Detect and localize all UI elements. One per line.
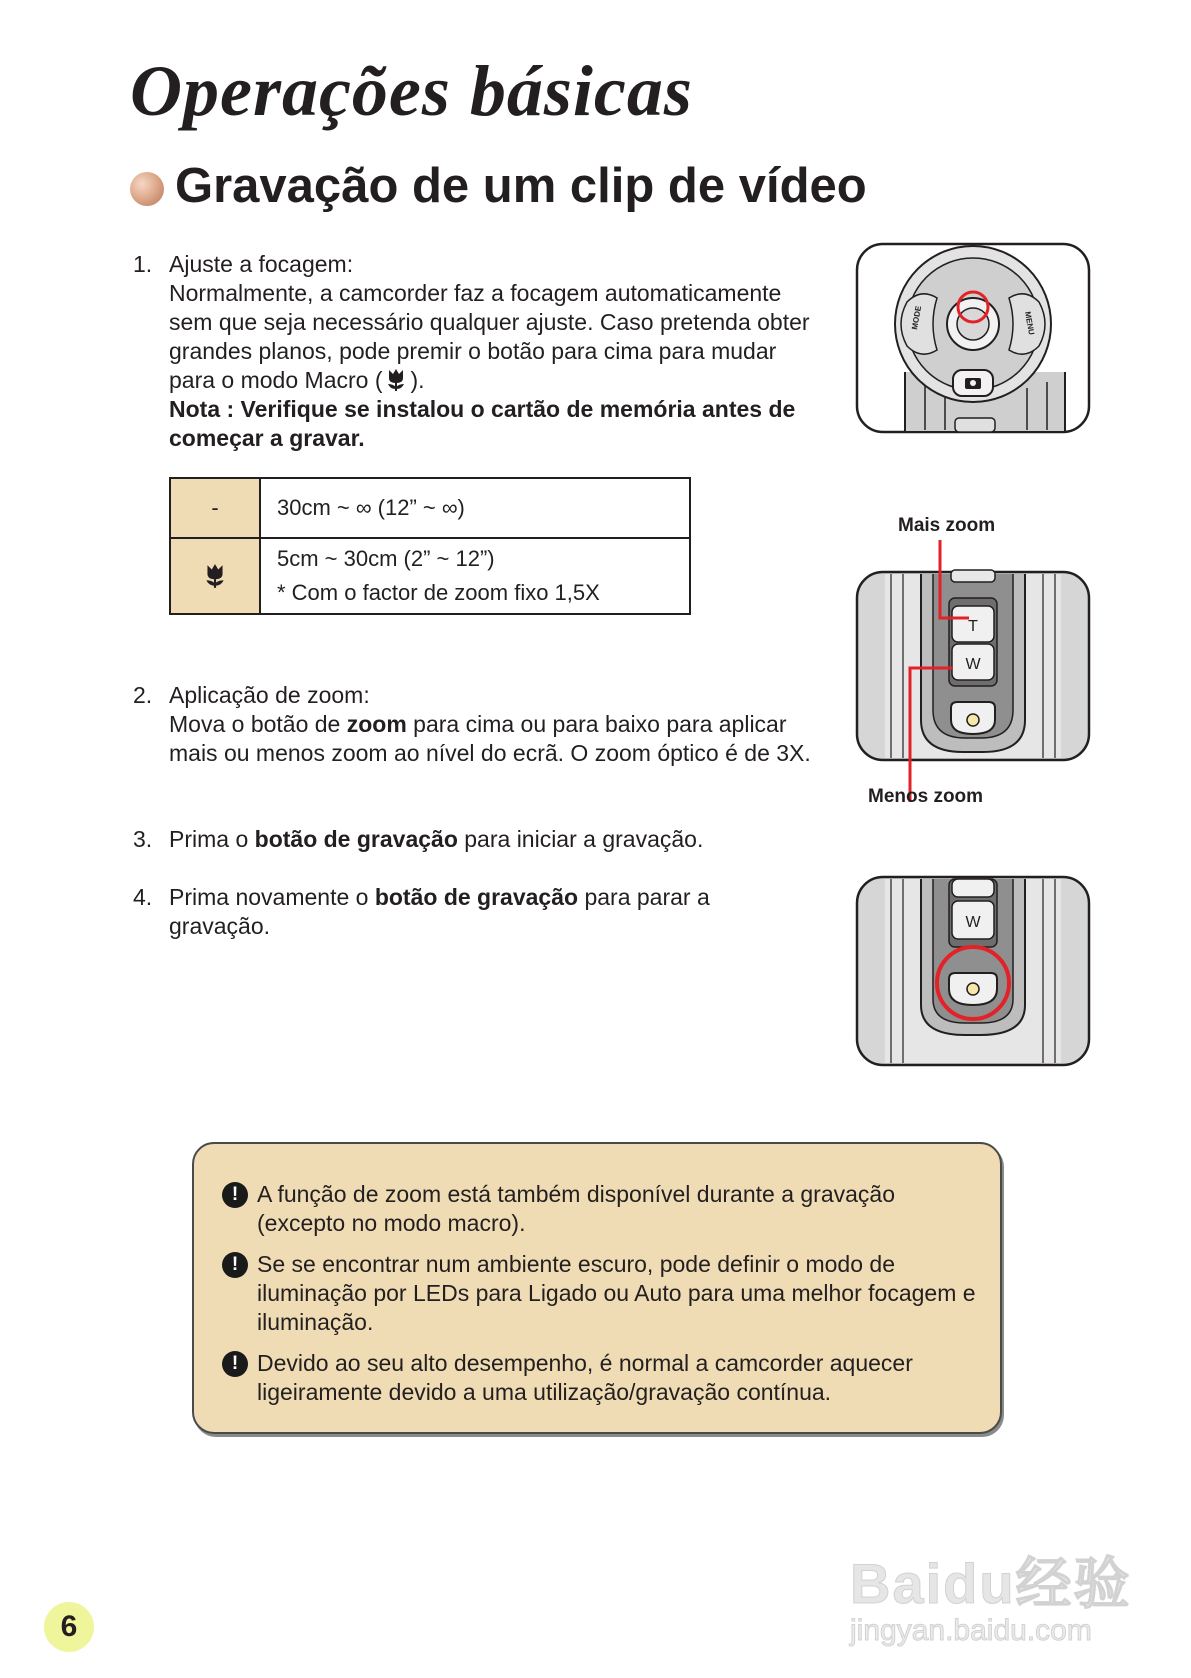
menu-label: MENU [1023,310,1036,336]
zoom-keys-figure [855,540,1091,804]
range-cell: 30cm ~ ∞ (12” ~ ∞) [260,478,690,538]
warning-icon: ! [222,1182,248,1208]
section-title: Gravação de um clip de vídeo [175,159,867,213]
zoom-in-label: Mais zoom [898,515,996,536]
step-4 [133,883,833,941]
step-1 [133,250,833,453]
mode-cell [170,538,260,614]
page-title: Operações básicas [130,51,693,131]
notes-panel [192,1142,1002,1434]
t-key-label: T [968,618,978,635]
w-key-label: W [965,914,981,931]
step-text: Prima novamente o botão de gravação para parar a gravação. [169,884,710,939]
note-text: Se se encontrar num ambiente escuro, pode definir o modo de iluminação por LEDs para Ligado ou Auto para uma melhor focagem e iluminação. [257,1251,976,1335]
page-number: 6 [44,1602,94,1652]
macro-flower-icon [385,367,407,393]
w-key-label: W [965,656,981,673]
range-note: * Com o factor de zoom fixo 1,5X [277,580,600,605]
mode-label: MODE [910,305,924,331]
record-button-figure [855,875,1091,1067]
step-number: 1. [133,251,153,277]
step-text: Mova o botão de zoom para cima ou para baixo para aplicar mais ou menos zoom ao nível do ecrã. O zoom óptico é de 3X. [169,711,811,766]
warning-icon: ! [222,1252,248,1278]
note-item [222,1180,980,1238]
note-item [222,1250,980,1337]
step-number: 3. [133,826,153,852]
table-row [170,538,690,614]
step-note: Nota : Verifique se instalou o cartão de memória antes de começar a gravar. [169,396,796,451]
step-number: 2. [133,682,153,708]
step-2 [133,681,833,768]
note-item [222,1349,980,1407]
step-3 [133,825,833,854]
warning-icon: ! [222,1351,248,1377]
zoom-out-label: Menos zoom [868,786,984,807]
step-number: 4. [133,884,153,910]
step-heading: Aplicação de zoom: [169,682,370,708]
mode-cell: - [170,478,260,538]
note-text: Devido ao seu alto desempenho, é normal a camcorder aquecer ligeiramente devido a uma utilização/gravação contínua. [257,1350,913,1405]
table-row [170,478,690,538]
watermark-url: jingyan.baidu.com [850,1614,1092,1647]
range-cell [260,538,690,614]
focus-range-table [169,477,691,615]
section-bullet-icon [130,172,164,206]
watermark-brand: Baidu经验 [850,1552,1132,1615]
step-heading: Ajuste a focagem: [169,251,354,277]
watermark [850,1540,1150,1660]
step-text: Normalmente, a camcorder faz a focagem automaticamente sem que seja necessário qualquer ajuste. Caso pretenda obter grandes planos, pode premir o botão para cima para mudar para o modo Macro ( ). [169,280,810,393]
step-text: Prima o botão de gravação para iniciar a gravação. [169,826,704,852]
macro-flower-icon [203,562,227,590]
range-text: 5cm ~ 30cm (2” ~ 12”) [277,546,495,571]
note-text: A função de zoom está também disponível durante a gravação (excepto no modo macro). [257,1181,896,1236]
control-pad-figure [855,242,1091,434]
